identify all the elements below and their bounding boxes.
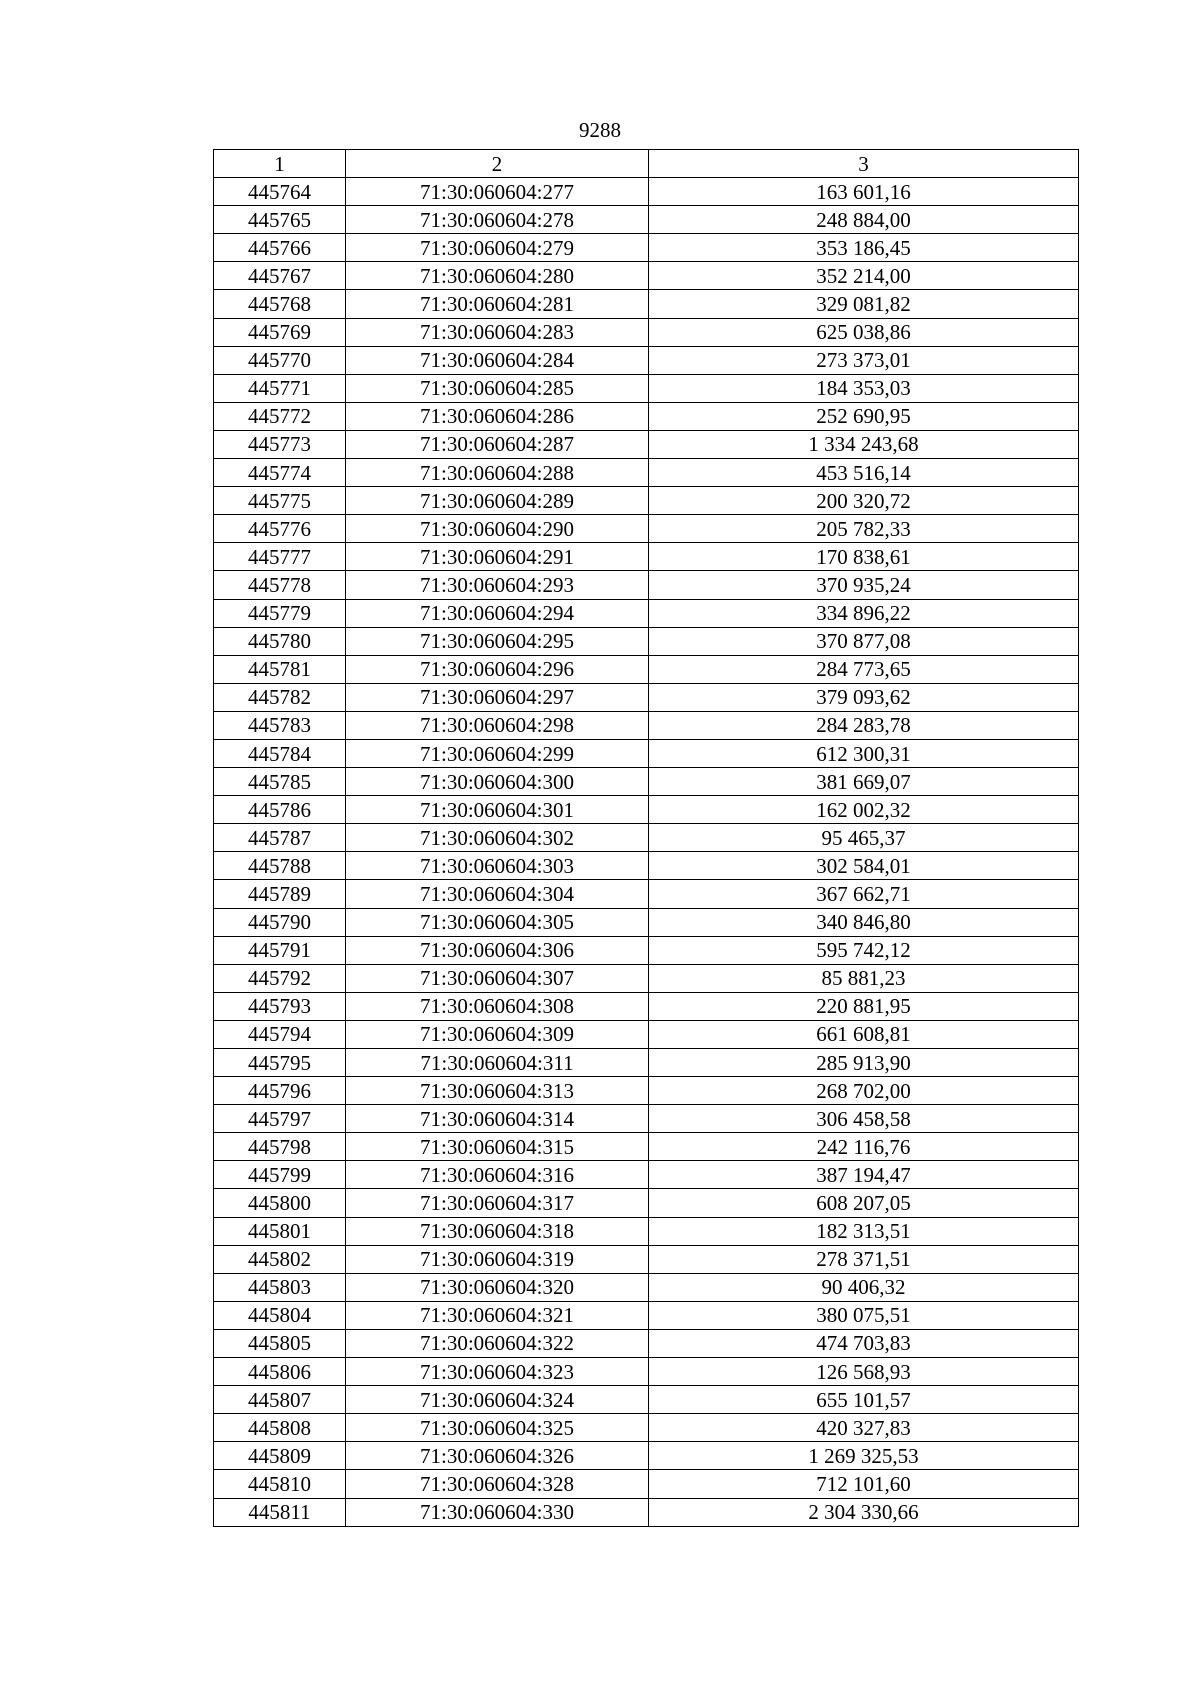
table-row (214, 683, 1079, 711)
table-row (214, 571, 1079, 599)
row-number-cell: 445801 (214, 1217, 346, 1245)
table-row (214, 318, 1079, 346)
value-cell: 182 313,51 (649, 1217, 1079, 1245)
table-row (214, 1329, 1079, 1357)
row-number-cell: 445777 (214, 543, 346, 571)
value-cell: 595 742,12 (649, 936, 1079, 964)
cadastral-number-cell: 71:30:060604:320 (346, 1273, 649, 1301)
value-cell: 367 662,71 (649, 880, 1079, 908)
value-cell: 248 884,00 (649, 206, 1079, 234)
row-number-cell: 445807 (214, 1386, 346, 1414)
cadastral-number-cell: 71:30:060604:284 (346, 346, 649, 374)
table-row (214, 1386, 1079, 1414)
value-cell: 273 373,01 (649, 346, 1079, 374)
value-cell: 285 913,90 (649, 1049, 1079, 1077)
table-row (214, 178, 1079, 206)
row-number-cell: 445799 (214, 1161, 346, 1189)
cadastral-number-cell: 71:30:060604:279 (346, 234, 649, 262)
table-row (214, 599, 1079, 627)
cadastral-number-cell: 71:30:060604:278 (346, 206, 649, 234)
table-row (214, 1273, 1079, 1301)
row-number-cell: 445766 (214, 234, 346, 262)
table-row (214, 515, 1079, 543)
table-row (214, 1105, 1079, 1133)
cadastral-number-cell: 71:30:060604:294 (346, 599, 649, 627)
row-number-cell: 445767 (214, 262, 346, 290)
row-number-cell: 445802 (214, 1245, 346, 1273)
value-cell: 2 304 330,66 (649, 1498, 1079, 1526)
cadastral-number-cell: 71:30:060604:305 (346, 908, 649, 936)
cadastral-number-cell: 71:30:060604:304 (346, 880, 649, 908)
table-row (214, 655, 1079, 683)
table-row (214, 430, 1079, 458)
table-row (214, 1189, 1079, 1217)
row-number-cell: 445793 (214, 992, 346, 1020)
value-cell: 268 702,00 (649, 1077, 1079, 1105)
header-cell-3: 3 (649, 150, 1079, 178)
cadastral-number-cell: 71:30:060604:299 (346, 739, 649, 767)
cadastral-number-cell: 71:30:060604:319 (346, 1245, 649, 1273)
row-number-cell: 445804 (214, 1301, 346, 1329)
value-cell: 1 269 325,53 (649, 1442, 1079, 1470)
cadastral-number-cell: 71:30:060604:308 (346, 992, 649, 1020)
table-row (214, 852, 1079, 880)
row-number-cell: 445780 (214, 627, 346, 655)
cadastral-number-cell: 71:30:060604:311 (346, 1049, 649, 1077)
cadastral-number-cell: 71:30:060604:285 (346, 374, 649, 402)
cadastral-number-cell: 71:30:060604:322 (346, 1329, 649, 1357)
table-row (214, 1133, 1079, 1161)
row-number-cell: 445768 (214, 290, 346, 318)
cadastral-number-cell: 71:30:060604:302 (346, 824, 649, 852)
table-row (214, 1049, 1079, 1077)
cadastral-number-cell: 71:30:060604:281 (346, 290, 649, 318)
value-cell: 661 608,81 (649, 1020, 1079, 1048)
table-row (214, 543, 1079, 571)
cadastral-number-cell: 71:30:060604:330 (346, 1498, 649, 1526)
cadastral-number-cell: 71:30:060604:321 (346, 1301, 649, 1329)
value-cell: 612 300,31 (649, 739, 1079, 767)
value-cell: 453 516,14 (649, 459, 1079, 487)
row-number-cell: 445795 (214, 1049, 346, 1077)
row-number-cell: 445773 (214, 430, 346, 458)
value-cell: 200 320,72 (649, 487, 1079, 515)
cadastral-number-cell: 71:30:060604:309 (346, 1020, 649, 1048)
table-row (214, 1358, 1079, 1386)
table-row (214, 908, 1079, 936)
table-row (214, 262, 1079, 290)
row-number-cell: 445782 (214, 683, 346, 711)
cadastral-number-cell: 71:30:060604:291 (346, 543, 649, 571)
row-number-cell: 445789 (214, 880, 346, 908)
row-number-cell: 445808 (214, 1414, 346, 1442)
cadastral-number-cell: 71:30:060604:328 (346, 1470, 649, 1498)
cadastral-number-cell: 71:30:060604:296 (346, 655, 649, 683)
value-cell: 306 458,58 (649, 1105, 1079, 1133)
row-number-cell: 445764 (214, 178, 346, 206)
cadastral-number-cell: 71:30:060604:287 (346, 430, 649, 458)
table-row (214, 1442, 1079, 1470)
cadastral-number-cell: 71:30:060604:288 (346, 459, 649, 487)
row-number-cell: 445771 (214, 374, 346, 402)
cadastral-number-cell: 71:30:060604:283 (346, 318, 649, 346)
cadastral-number-cell: 71:30:060604:317 (346, 1189, 649, 1217)
row-number-cell: 445811 (214, 1498, 346, 1526)
table-row (214, 768, 1079, 796)
table-row (214, 1498, 1079, 1526)
value-cell: 352 214,00 (649, 262, 1079, 290)
value-cell: 284 283,78 (649, 711, 1079, 739)
cadastral-number-cell: 71:30:060604:300 (346, 768, 649, 796)
value-cell: 712 101,60 (649, 1470, 1079, 1498)
header-cell-2: 2 (346, 150, 649, 178)
row-number-cell: 445770 (214, 346, 346, 374)
cadastral-number-cell: 71:30:060604:307 (346, 964, 649, 992)
table-row (214, 1245, 1079, 1273)
value-cell: 353 186,45 (649, 234, 1079, 262)
row-number-cell: 445796 (214, 1077, 346, 1105)
header-row (214, 150, 1079, 178)
cadastral-number-cell: 71:30:060604:303 (346, 852, 649, 880)
cadastral-number-cell: 71:30:060604:306 (346, 936, 649, 964)
row-number-cell: 445803 (214, 1273, 346, 1301)
value-cell: 95 465,37 (649, 824, 1079, 852)
cadastral-number-cell: 71:30:060604:286 (346, 402, 649, 430)
value-cell: 329 081,82 (649, 290, 1079, 318)
value-cell: 163 601,16 (649, 178, 1079, 206)
value-cell: 655 101,57 (649, 1386, 1079, 1414)
value-cell: 302 584,01 (649, 852, 1079, 880)
cadastral-number-cell: 71:30:060604:297 (346, 683, 649, 711)
table-row (214, 880, 1079, 908)
value-cell: 608 207,05 (649, 1189, 1079, 1217)
table-row (214, 459, 1079, 487)
value-cell: 387 194,47 (649, 1161, 1079, 1189)
row-number-cell: 445797 (214, 1105, 346, 1133)
cadastral-number-cell: 71:30:060604:324 (346, 1386, 649, 1414)
value-cell: 162 002,32 (649, 796, 1079, 824)
value-cell: 205 782,33 (649, 515, 1079, 543)
value-cell: 85 881,23 (649, 964, 1079, 992)
cadastral-number-cell: 71:30:060604:313 (346, 1077, 649, 1105)
row-number-cell: 445791 (214, 936, 346, 964)
row-number-cell: 445806 (214, 1358, 346, 1386)
table-row (214, 374, 1079, 402)
cadastral-number-cell: 71:30:060604:314 (346, 1105, 649, 1133)
value-cell: 170 838,61 (649, 543, 1079, 571)
row-number-cell: 445778 (214, 571, 346, 599)
cadastral-number-cell: 71:30:060604:325 (346, 1414, 649, 1442)
table-row (214, 346, 1079, 374)
value-cell: 340 846,80 (649, 908, 1079, 936)
table-row (214, 1020, 1079, 1048)
cadastral-number-cell: 71:30:060604:293 (346, 571, 649, 599)
value-cell: 334 896,22 (649, 599, 1079, 627)
table-row (214, 964, 1079, 992)
row-number-cell: 445790 (214, 908, 346, 936)
cadastral-number-cell: 71:30:060604:315 (346, 1133, 649, 1161)
row-number-cell: 445784 (214, 739, 346, 767)
table-row (214, 1077, 1079, 1105)
row-number-cell: 445798 (214, 1133, 346, 1161)
table-row (214, 206, 1079, 234)
table-row (214, 290, 1079, 318)
row-number-cell: 445775 (214, 487, 346, 515)
row-number-cell: 445809 (214, 1442, 346, 1470)
value-cell: 379 093,62 (649, 683, 1079, 711)
value-cell: 126 568,93 (649, 1358, 1079, 1386)
header-cell-1: 1 (214, 150, 346, 178)
row-number-cell: 445783 (214, 711, 346, 739)
row-number-cell: 445769 (214, 318, 346, 346)
cadastral-number-cell: 71:30:060604:298 (346, 711, 649, 739)
cadastral-number-cell: 71:30:060604:277 (346, 178, 649, 206)
data-table (213, 149, 1079, 1527)
value-cell: 1 334 243,68 (649, 430, 1079, 458)
row-number-cell: 445788 (214, 852, 346, 880)
value-cell: 90 406,32 (649, 1273, 1079, 1301)
value-cell: 420 327,83 (649, 1414, 1079, 1442)
row-number-cell: 445810 (214, 1470, 346, 1498)
value-cell: 284 773,65 (649, 655, 1079, 683)
table-row (214, 992, 1079, 1020)
value-cell: 381 669,07 (649, 768, 1079, 796)
value-cell: 252 690,95 (649, 402, 1079, 430)
row-number-cell: 445776 (214, 515, 346, 543)
table-row (214, 711, 1079, 739)
cadastral-number-cell: 71:30:060604:323 (346, 1358, 649, 1386)
value-cell: 380 075,51 (649, 1301, 1079, 1329)
table-row (214, 1161, 1079, 1189)
value-cell: 242 116,76 (649, 1133, 1079, 1161)
cadastral-number-cell: 71:30:060604:316 (346, 1161, 649, 1189)
row-number-cell: 445800 (214, 1189, 346, 1217)
cadastral-number-cell: 71:30:060604:289 (346, 487, 649, 515)
value-cell: 625 038,86 (649, 318, 1079, 346)
row-number-cell: 445765 (214, 206, 346, 234)
table-row (214, 402, 1079, 430)
row-number-cell: 445792 (214, 964, 346, 992)
table-row (214, 487, 1079, 515)
value-cell: 370 935,24 (649, 571, 1079, 599)
table-row (214, 796, 1079, 824)
table-row (214, 1301, 1079, 1329)
row-number-cell: 445787 (214, 824, 346, 852)
row-number-cell: 445774 (214, 459, 346, 487)
row-number-cell: 445772 (214, 402, 346, 430)
table-body (214, 150, 1079, 1527)
cadastral-number-cell: 71:30:060604:318 (346, 1217, 649, 1245)
row-number-cell: 445794 (214, 1020, 346, 1048)
cadastral-number-cell: 71:30:060604:290 (346, 515, 649, 543)
cadastral-number-cell: 71:30:060604:280 (346, 262, 649, 290)
page-number: 9288 (579, 118, 621, 142)
table-row (214, 627, 1079, 655)
cadastral-number-cell: 71:30:060604:295 (346, 627, 649, 655)
value-cell: 370 877,08 (649, 627, 1079, 655)
table-row (214, 824, 1079, 852)
table-row (214, 936, 1079, 964)
value-cell: 474 703,83 (649, 1329, 1079, 1357)
value-cell: 278 371,51 (649, 1245, 1079, 1273)
table-row (214, 234, 1079, 262)
table-row (214, 739, 1079, 767)
table-row (214, 1217, 1079, 1245)
value-cell: 184 353,03 (649, 374, 1079, 402)
row-number-cell: 445786 (214, 796, 346, 824)
table-row (214, 1414, 1079, 1442)
table-row (214, 1470, 1079, 1498)
cadastral-number-cell: 71:30:060604:326 (346, 1442, 649, 1470)
row-number-cell: 445805 (214, 1329, 346, 1357)
cadastral-number-cell: 71:30:060604:301 (346, 796, 649, 824)
value-cell: 220 881,95 (649, 992, 1079, 1020)
row-number-cell: 445785 (214, 768, 346, 796)
row-number-cell: 445779 (214, 599, 346, 627)
row-number-cell: 445781 (214, 655, 346, 683)
